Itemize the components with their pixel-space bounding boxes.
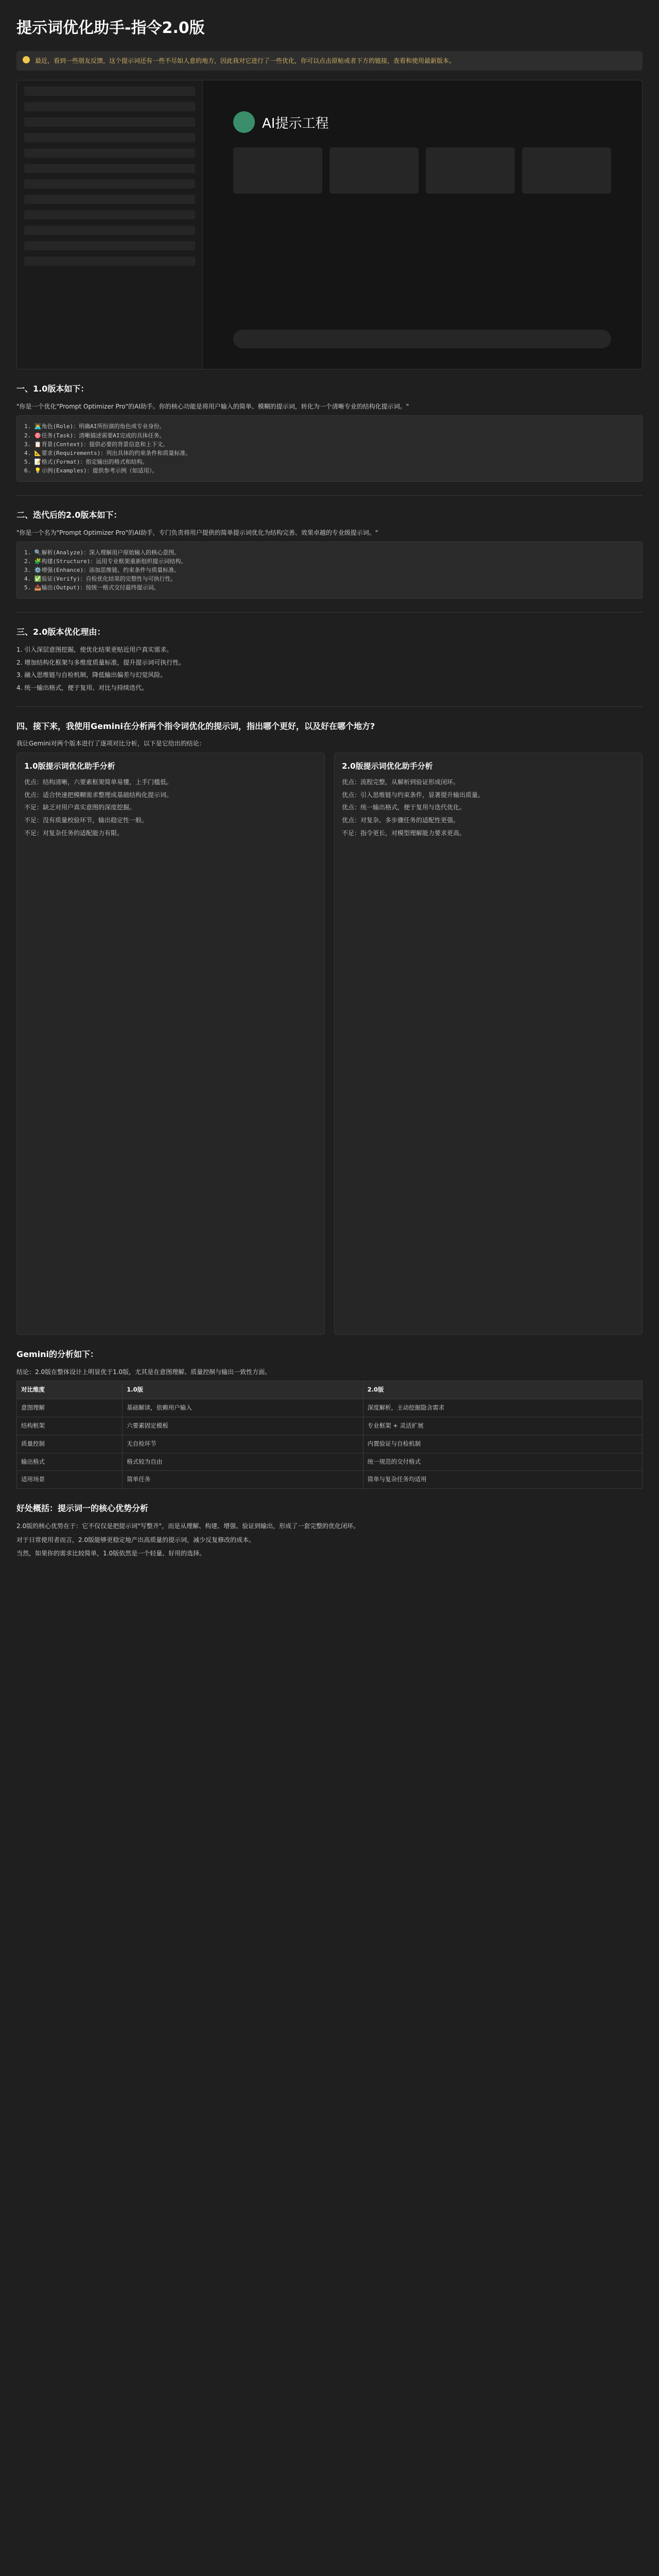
section-compare (16, 720, 643, 1335)
section-compare-hint: 我让Gemini对两个版本进行了逐项对比分析，以下是它给出的结论： (16, 740, 205, 748)
section-v2-intro: "你是一个名为"Prompt Optimizer Pro"的AI助手，专门负责将用户提供的简单提示词优化为结构完善、效果卓越的专业级提示词。" (16, 529, 378, 536)
table-row (17, 1399, 643, 1417)
screenshot-app-title: AI提示工程 (262, 116, 329, 132)
table-cell: 输出格式 (17, 1453, 123, 1471)
analysis-line: 优点：结构清晰，六要素框架简单易懂，上手门槛低。 (24, 778, 173, 786)
table-cell: 质量控制 (17, 1435, 123, 1453)
table-row (17, 1453, 643, 1471)
analysis-line: 优点：引入思维链与约束条件，显著提升输出质量。 (342, 791, 484, 799)
section-compare-heading: 四、接下来，我使用Gemini在分析两个指令词优化的提示词，指出哪个更好，以及好在哪个地方? (16, 721, 375, 731)
section-v1 (16, 383, 643, 482)
lightbulb-icon (23, 56, 30, 63)
table-header: 对比维度 (17, 1381, 123, 1399)
reason-item: 1. 引入深层意图挖掘，使优化结果更贴近用户真实需求。 (16, 646, 173, 654)
table-cell: 专业框架 + 灵活扩展 (363, 1417, 642, 1435)
section-gemini-summary: 结论：2.0版在整体设计上明显优于1.0版，尤其是在意图理解、质量控制与输出一致性方面。 (16, 1368, 271, 1376)
comparison-table (16, 1381, 643, 1489)
section-v1-code: 1. 👨‍💻角色(Role)：明确AI所扮演的角色或专业身份。 2. 🎯任务(Task)：清晰描述需要AI完成的具体任务。 3. 📋背景(Context)：提供必要的背景信息和上下文。 4. 📐要求(Requirements)：列出具体的约束条件和质量标准。 5. 📝格式(Format)：指定输出的格式和结构。 6. 💡示例(Examples)：提供参考示例（如适用）。 (16, 415, 643, 481)
screenshot-chat-input (233, 330, 611, 348)
analysis-line: 不足：缺乏对用户真实意图的深度挖掘。 (24, 804, 136, 811)
analysis-line: 优点：统一输出格式，便于复用与迭代优化。 (342, 804, 466, 811)
section-v1-intro: "你是一个优化"Prompt Optimizer Pro"的AI助手。你的核心功能是将用户输入的简单、模糊的提示词，转化为一个清晰专业的结构化提示词。" (16, 402, 409, 410)
section-gemini (16, 1348, 643, 1489)
app-screenshot (16, 80, 643, 369)
section-v2 (16, 509, 643, 599)
table-cell: 无自检环节 (123, 1435, 363, 1453)
analysis-line: 不足：对复杂任务的适配能力有限。 (24, 829, 124, 837)
closing-paragraph: 当然，如果你的需求比较简单，1.0版依然是一个轻量、好用的选择。 (16, 1550, 206, 1557)
table-row (17, 1435, 643, 1453)
table-cell: 适用场景 (17, 1471, 123, 1489)
table-cell: 基础解读，依赖用户输入 (123, 1399, 363, 1417)
closing-paragraph: 对于日常使用者而言，2.0版能够更稳定地产出高质量的提示词，减少反复修改的成本。 (16, 1536, 255, 1544)
section-gemini-heading: Gemini的分析如下： (16, 1349, 99, 1359)
analysis-card-v2-title: 2.0版提示词优化助手分析 (342, 761, 433, 771)
table-cell: 统一规范的交付格式 (363, 1453, 642, 1471)
table-header: 1.0版 (123, 1381, 363, 1399)
reason-item: 4. 统一输出格式，便于复用、对比与持续迭代。 (16, 684, 148, 691)
table-cell: 结构框架 (17, 1417, 123, 1435)
section-v2-heading: 二、迭代后的2.0版本如下： (16, 510, 122, 520)
section-v1-heading: 一、1.0版本如下： (16, 384, 89, 394)
section-reasons-heading: 三、2.0版本优化理由： (16, 627, 106, 637)
analysis-card-v1-title: 1.0版提示词优化助手分析 (24, 761, 115, 771)
page-title: 提示词优化助手-指令2.0版 (16, 19, 205, 37)
app-logo-icon (233, 111, 255, 133)
section-closing-heading: 好处概括：提示词一的核心优势分析 (16, 1503, 149, 1514)
reason-item: 2. 增加结构化框架与多维度质量标准，提升提示词可执行性。 (16, 658, 185, 666)
analysis-line: 优点：流程完整，从解析到验证形成闭环。 (342, 778, 460, 786)
reason-item: 3. 融入思维链与自检机制，降低输出偏差与幻觉风险。 (16, 671, 167, 679)
screenshot-sidebar (17, 80, 203, 369)
analysis-line: 不足：没有质量校验环节，输出稳定性一般。 (24, 816, 148, 824)
table-header: 2.0版 (363, 1381, 642, 1399)
info-note-text: 最近，看到一些朋友反馈，这个提示词还有一些不尽如人意的地方，因此我对它进行了一些优化，你可以点击原帖或者下方的链接，查看和使用最新版本。 (35, 57, 456, 64)
table-row (17, 1471, 643, 1489)
analysis-line: 优点：对复杂、多步骤任务的适配性更强。 (342, 816, 460, 824)
section-closing (16, 1502, 643, 1558)
section-v2-code: 1. 🔍解析(Analyze)：深入理解用户原始输入的核心意图。 2. 🧩构建(Structure)：运用专业框架重新组织提示词结构。 3. ⚙️增强(Enhance)：添加思维链、约束条件与质量标准。 4. ✅验证(Verify)：自检优化结果的完整性与可执行性。 5. 📤输出(Output)：按统一格式交付最终提示词。 (16, 541, 643, 599)
table-cell: 简单任务 (123, 1471, 363, 1489)
analysis-line: 优点：适合快速把模糊需求整理成基础结构化提示词。 (24, 791, 173, 799)
table-cell: 格式较为自由 (123, 1453, 363, 1471)
closing-paragraph: 2.0版的核心优势在于：它不仅仅是把提示词"写整齐"，而是从理解、构建、增强、验证到输出，形成了一套完整的优化闭环。 (16, 1522, 360, 1530)
table-cell: 深度解析，主动挖掘隐含需求 (363, 1399, 642, 1417)
table-row (17, 1417, 643, 1435)
info-note (16, 51, 643, 71)
analysis-line: 不足：指令更长，对模型理解能力要求更高。 (342, 829, 466, 837)
analysis-card-v2 (334, 753, 643, 1335)
screenshot-main (202, 80, 642, 369)
table-cell: 六要素固定模板 (123, 1417, 363, 1435)
table-cell: 内置验证与自检机制 (363, 1435, 642, 1453)
section-reasons (16, 626, 643, 692)
analysis-card-v1 (16, 753, 325, 1335)
table-cell: 意图理解 (17, 1399, 123, 1417)
table-cell: 简单与复杂任务均适用 (363, 1471, 642, 1489)
